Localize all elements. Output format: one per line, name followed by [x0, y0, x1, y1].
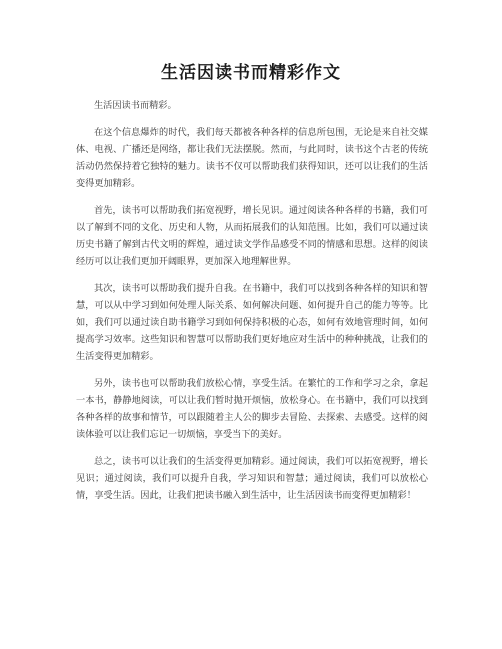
document-body: [76, 97, 428, 514]
paragraph-1: 在这个信息爆炸的时代，我们每天都被各种各样的信息所包围，无论是来自社交媒体、电视、广播还是网络，都让我们无法摆脱。然而，与此同时，读书这个古老的传统活动仍然保持着它独特的魅力。读书不仅可以帮助我们获得知识，还可以让我们的生活变得更加精彩。: [76, 127, 428, 189]
document-title: 生活因读书而精彩作文: [161, 63, 341, 83]
paragraph-4: 另外，读书也可以帮助我们放松心情，享受生活。在繁忙的工作和学习之余，拿起一本书，静静地阅读，可以让我们暂时抛开烦恼，放松身心。在书籍中，我们可以找到各种各样的故事和情节，可以跟随着主人公的脚步去冒险、去探索、去感受。这样的阅读体验可以让我们忘记一切烦恼，享受当下的美好。: [76, 378, 428, 440]
paragraph-intro: 生活因读书而精彩。: [94, 100, 177, 111]
paragraph-2: 首先，读书可以帮助我们拓宽视野，增长见识。通过阅读各种各样的书籍，我们可以了解到不同的文化、历史和人物，从而拓展我们的认知范围。比如，我们可以通过读历史书籍了解到古代文明的辉煌，通过读文学作品感受不同的情感和思想。这样的阅读经历可以让我们更加开阔眼界，更加深入地理解世界。: [76, 205, 428, 267]
paragraph-5: 总之，读书可以让我们的生活变得更加精彩。通过阅读，我们可以拓宽视野，增长见识；通过阅读，我们可以提升自我，学习知识和智慧；通过阅读，我们可以放松心情，享受生活。因此，让我们把读书融入到生活中，让生活因读书而变得更加精彩！: [76, 456, 428, 501]
paragraph-3: 其次，读书可以帮助我们提升自我。在书籍中，我们可以找到各种各样的知识和智慧，可以从中学习到如何处理人际关系、如何解决问题、如何提升自己的能力等等。比如，我们可以通过读自助书籍学习到如何保持积极的心态，如何有效地管理时间，如何提高学习效率。这些知识和智慧可以帮助我们更好地应对生活中的种种挑战，让我们的生活变得更加精彩。: [76, 283, 428, 362]
